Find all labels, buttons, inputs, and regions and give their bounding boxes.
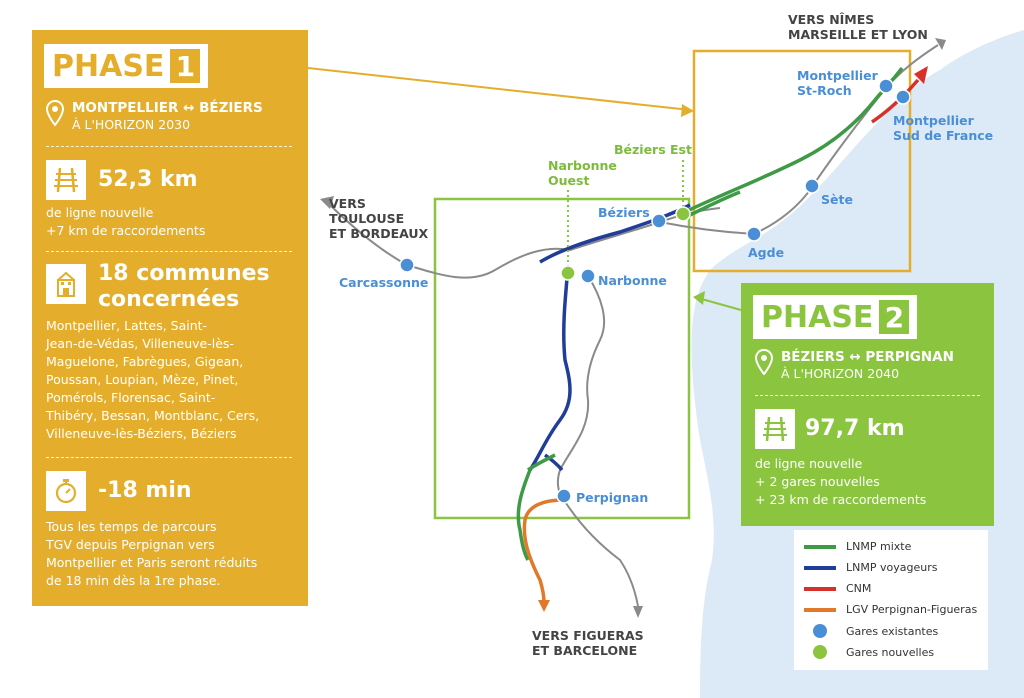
- label-vers-figueras: VERS FIGUERAS ET BARCELONE: [532, 628, 644, 658]
- phase1-route: [46, 100, 263, 132]
- phase1-badge: [44, 44, 208, 88]
- phase2-route: [755, 349, 954, 381]
- legend-item-lnmp-voyageurs: LNMP voyageurs: [804, 561, 937, 574]
- phase2-badge: [753, 295, 917, 339]
- legend-dot: [813, 624, 827, 638]
- station-perpignan: [557, 489, 571, 503]
- station-beziers-est: [676, 207, 690, 221]
- stopwatch-icon: [46, 471, 86, 511]
- location-pin-icon: [46, 100, 64, 126]
- map-legend: [794, 530, 988, 670]
- town-hall-icon: [46, 264, 86, 304]
- legend-swatch: [804, 608, 836, 612]
- station-montpellier-sud: [896, 90, 910, 104]
- phase1-time-detail: Tous les temps de parcours TGV depuis Perpignan vers Montpellier et Paris seront réduits de 18 min dès la 1re phase.: [46, 519, 258, 588]
- location-pin-icon: [755, 349, 773, 375]
- station-beziers: [652, 214, 666, 228]
- phase1-route-sub: À L'HORIZON 2030: [72, 117, 191, 132]
- rail-track-icon: [755, 409, 795, 449]
- lnmp-voyageurs-line: [530, 205, 690, 470]
- phase1-route-main: MONTPELLIER ↔ BÉZIERS: [72, 100, 263, 116]
- label-agde: Agde: [748, 245, 785, 260]
- phase1-distance: 52,3 km: [98, 167, 198, 192]
- phase1-word: PHASE: [52, 48, 165, 84]
- legend-item-cnm: CNM: [804, 582, 871, 595]
- station-sete: [805, 179, 819, 193]
- phase2-panel: [741, 283, 994, 526]
- label-montpellier-sud: Montpellier Sud de France: [893, 113, 994, 143]
- phase1-number: 1: [170, 49, 200, 83]
- phase1-time: -18 min: [98, 478, 192, 503]
- arrow-to-nimes: [935, 38, 946, 50]
- station-narbonne: [581, 269, 595, 283]
- legend-swatch: [804, 566, 836, 570]
- station-narbonne-ouest: [561, 266, 575, 280]
- station-carcassonne: [400, 258, 414, 272]
- legend-item-lgv-figueras: LGV Perpignan-Figueras: [804, 603, 977, 616]
- phase1-pointer-arrow: [681, 104, 694, 117]
- legend-dot: [813, 645, 827, 659]
- legend-item-lnmp-mixte: LNMP mixte: [804, 540, 911, 553]
- legend-item-gares-existantes: Gares existantes: [804, 624, 938, 638]
- legend-swatch: [804, 587, 836, 591]
- legend-swatch: [804, 545, 836, 549]
- phase2-word: PHASE: [761, 299, 874, 335]
- station-agde: [747, 227, 761, 241]
- station-montpellier-st-roch: [879, 79, 893, 93]
- phase2-number: 2: [879, 300, 909, 334]
- label-sete: Sète: [821, 192, 853, 207]
- phase2-distance-detail: de ligne nouvelle + 2 gares nouvelles + 23 km de raccordements: [755, 456, 927, 507]
- phase2-frame: [435, 199, 689, 518]
- phase2-route-main: BÉZIERS ↔ PERPIGNAN: [781, 349, 954, 365]
- label-carcassonne: Carcassonne: [339, 275, 429, 290]
- label-vers-toulouse: VERS TOULOUSE ET BORDEAUX: [329, 196, 429, 241]
- lgv-figueras-line: [524, 500, 564, 602]
- label-perpignan: Perpignan: [576, 490, 649, 505]
- phase1-distance-detail: de ligne nouvelle +7 km de raccordements: [46, 205, 206, 238]
- phase1-pointer: [308, 68, 690, 110]
- divider: [46, 146, 292, 147]
- divider: [46, 457, 292, 458]
- phase2-route-sub: À L'HORIZON 2040: [781, 366, 900, 381]
- label-montpellier-st-roch: Montpellier St-Roch: [797, 68, 878, 98]
- arrow-to-barcelone: [633, 606, 643, 618]
- divider: [46, 251, 292, 252]
- phase1-communes-list: Montpellier, Lattes, Saint- Jean-de-Védas, Villeneuve-lès- Maguelone, Fabrègues, Gigean, Poussan, Loupian, Mèze, Pinet, Pomérols, Florensac, Saint- Thibéry, Bessan, Montblanc, Cers, Villeneuve-lès-Béziers, Béziers: [46, 318, 260, 441]
- legend-item-gares-nouvelles: Gares nouvelles: [804, 645, 934, 659]
- label-beziers-est: Béziers Est: [614, 142, 692, 157]
- label-narbonne-ouest: Narbonne Ouest: [548, 158, 617, 188]
- label-beziers: Béziers: [598, 205, 650, 220]
- phase1-panel: [32, 30, 308, 606]
- divider: [755, 395, 980, 396]
- rail-track-icon: [46, 160, 86, 200]
- label-narbonne: Narbonne: [598, 273, 667, 288]
- phase2-distance: 97,7 km: [805, 416, 905, 441]
- label-vers-nimes: VERS NÎMES MARSEILLE ET LYON: [788, 12, 928, 42]
- lgv-figueras-arrow: [538, 600, 550, 612]
- phase1-communes-title: 18 communes concernées: [98, 261, 270, 312]
